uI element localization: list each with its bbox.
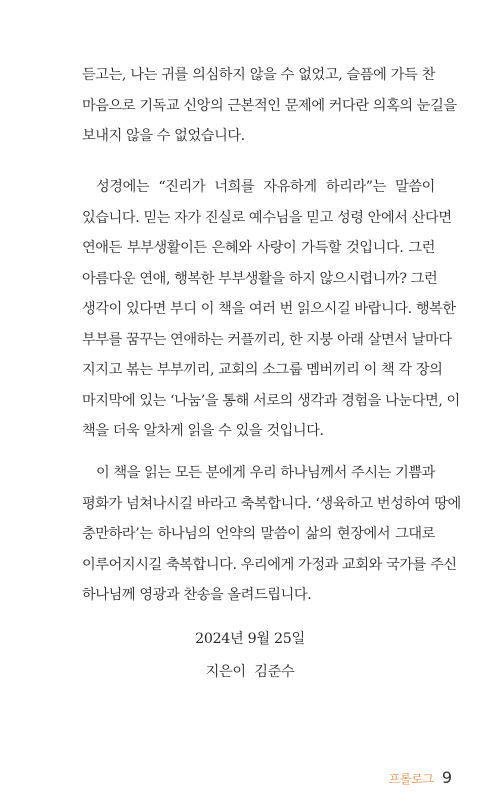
text-line: 충만하라’는 하나님의 언약의 말씀이 삶의 현장에서 그대로: [82, 526, 435, 542]
page-footer: [389, 768, 452, 787]
paragraph-2: [82, 172, 460, 447]
signature-author: 지은이 김준수: [205, 664, 295, 680]
paragraph-1: [82, 60, 457, 152]
text-line: 성경에는 “진리가 너희를 자유하게 하리라”는 말씀이: [96, 179, 435, 195]
text-line: 책을 더욱 알차게 읽을 수 있을 것입니다.: [82, 423, 324, 439]
text-line: 아름다운 연애, 행복한 부부생활을 하지 않으시렵니까? 그런: [82, 270, 438, 287]
text-line: 하나님께 영광과 찬송을 올려드립니다.: [82, 587, 312, 603]
page-number: 9: [441, 768, 452, 787]
text-line: 평화가 넘쳐나시길 바라고 축복합니다. ‘생육하고 번성하여 땅에: [82, 495, 461, 512]
text-line: 마음으로 기독교 신앙의 근본적인 문제에 커다란 의혹의 눈길을: [82, 97, 457, 114]
section-title: 프롤로그: [388, 772, 434, 786]
text-line: 지지고 볶는 부부끼리, 교회의 소그룹 멤버끼리 이 책 각 장의: [82, 362, 443, 378]
paragraph-3: [82, 458, 461, 611]
text-line: 이루어지시길 축복합니다. 우리에게 가정과 교회와 국가를 주신: [82, 556, 457, 573]
text-line: 듣고는, 나는 귀를 의심하지 않을 수 없었고, 슬픔에 가득 찬: [82, 67, 435, 83]
text-line: 마지막에 있는 ‘나눔’을 통해 서로의 생각과 경험을 나눈다면, 이: [82, 392, 460, 409]
text-line: 생각이 있다면 부디 이 책을 여러 번 읽으시길 바랍니다. 행복한: [82, 301, 456, 317]
text-line: 있습니다. 믿는 자가 진실로 예수님을 믿고 성령 안에서 산다면: [82, 209, 452, 226]
text-line: 보내지 않을 수 없었습니다.: [82, 128, 245, 144]
text-line: 부부를 꿈꾸는 연애하는 커플끼리, 한 지붕 아래 살면서 날마다: [82, 331, 452, 348]
text-line: 이 책을 읽는 모든 분에게 우리 하나님께서 주시는 기쁨과: [96, 465, 435, 481]
signature-date: 2024년 9월 25일: [195, 631, 305, 647]
text-line: 연애든 부부생활이든 은혜와 사랑이 가득할 것입니다. 그런: [82, 240, 435, 256]
